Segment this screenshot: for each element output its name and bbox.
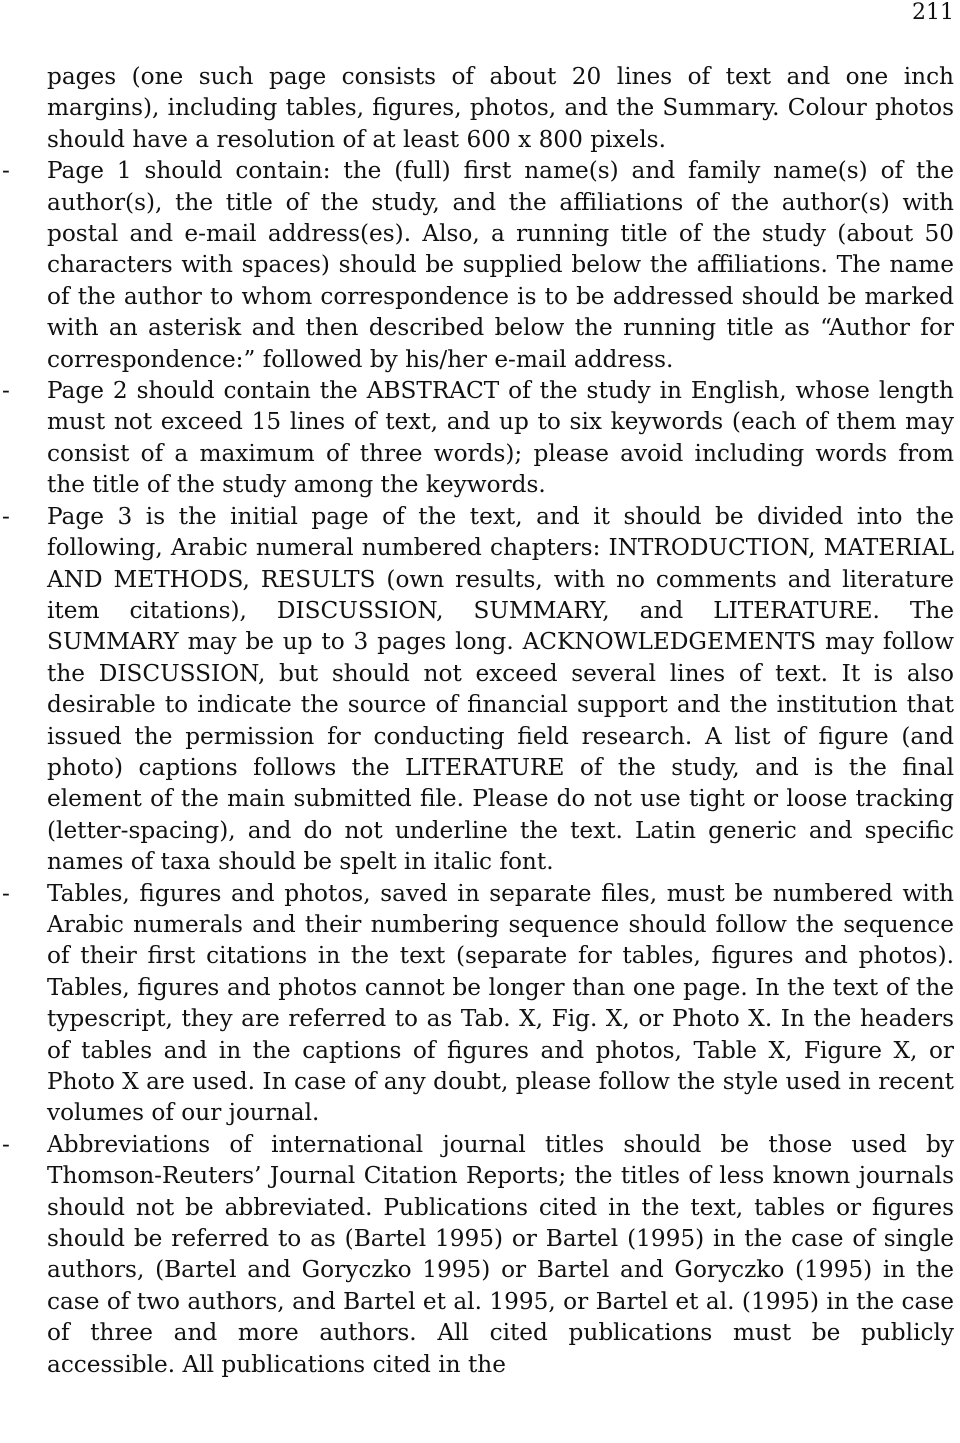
- list-item-tables-figures: [0, 878, 960, 1129]
- list-item-page-3: [0, 501, 960, 878]
- paragraph-text: Page 1 should contain: the (full) first name(s) and family name(s) of the author(s), the title of the study, and the affiliations of the author(s) with postal and e-mail address(es). Also, a running title of the study (about 50 characters with spaces) should be supplied below the affiliations. The name of the author to whom correspondence is to be addressed should be marked with an asterisk and then described below the running title as “Author for correspondence:” followed by his/her e-mail address.: [47, 157, 954, 373]
- list-item-abbreviations: [0, 1129, 960, 1380]
- page-body: [0, 61, 960, 1380]
- paragraph-text: Page 2 should contain the ABSTRACT of the study in English, whose length must not exceed 15 lines of text, and up to six keywords (each of them may consist of a maximum of three words); please avoid including words from the title of the study among the keywords.: [47, 377, 954, 499]
- bullet-dash: -: [2, 1130, 10, 1158]
- bullet-dash: -: [2, 502, 10, 530]
- list-item-page-2: [0, 375, 960, 501]
- paragraph-text: Tables, figures and photos, saved in separate files, must be numbered with Arabic numerals and their numbering sequence should follow the sequence of their first citations in the text (separate for tables, figures and photos). Tables, figures and photos cannot be longer than one page. In the text of the typescript, they are referred to as Tab. X, Fig. X, or Photo X. In the headers of tables and in the captions of figures and photos, Table X, Figure X, or Photo X are used. In case of any doubt, please follow the style used in recent volumes of our journal.: [47, 879, 954, 1127]
- bullet-dash: -: [2, 879, 10, 907]
- paragraph-text: Page 3 is the initial page of the text, and it should be divided into the following, Arabic numeral numbered chapters: INTRODUCTION, MATERIAL AND METHODS, RESULTS (own results, with no comments and literature item citations), DISCUSSION, SUMMARY, and LITERATURE. The SUMMARY may be up to 3 pages long. ACKNOWLEDGEMENTS may follow the DISCUSSION, but should not exceed several lines of text. It is also desirable to indicate the source of financial support and the institution that issued the permission for conducting field research. A list of figure (and photo) captions follows the LITERATURE of the study, and is the final element of the main submitted file. Please do not use tight or loose tracking (letter-spacing), and do not underline the text. Latin generic and specific names of taxa should be spelt in italic font.: [47, 502, 954, 876]
- paragraph-text: Abbreviations of international journal titles should be those used by Thomson-Reuters’ Journal Citation Reports; the titles of less known journals should not be abbreviated. Publications cited in the text, tables or figures should be referred to as (Bartel 1995) or Bartel (1995) in the case of single authors, (Bartel and Goryczko 1995) or Bartel and Goryczko (1995) in the case of two authors, and Bartel et al. 1995, or Bartel et al. (1995) in the case of three and more authors. All cited publications must be publicly accessible. All publications cited in the: [47, 1130, 954, 1378]
- list-item-page-1: [0, 155, 960, 375]
- paragraph-text: pages (one such page consists of about 20 lines of text and one inch margins), including tables, figures, photos, and the Summary. Colour photos should have a resolution of at least 600 x 800 pixels.: [47, 63, 954, 153]
- page-number: 211: [912, 0, 954, 25]
- bullet-dash: -: [2, 377, 10, 405]
- bullet-dash: -: [2, 157, 10, 185]
- paragraph-continuation: [0, 61, 960, 155]
